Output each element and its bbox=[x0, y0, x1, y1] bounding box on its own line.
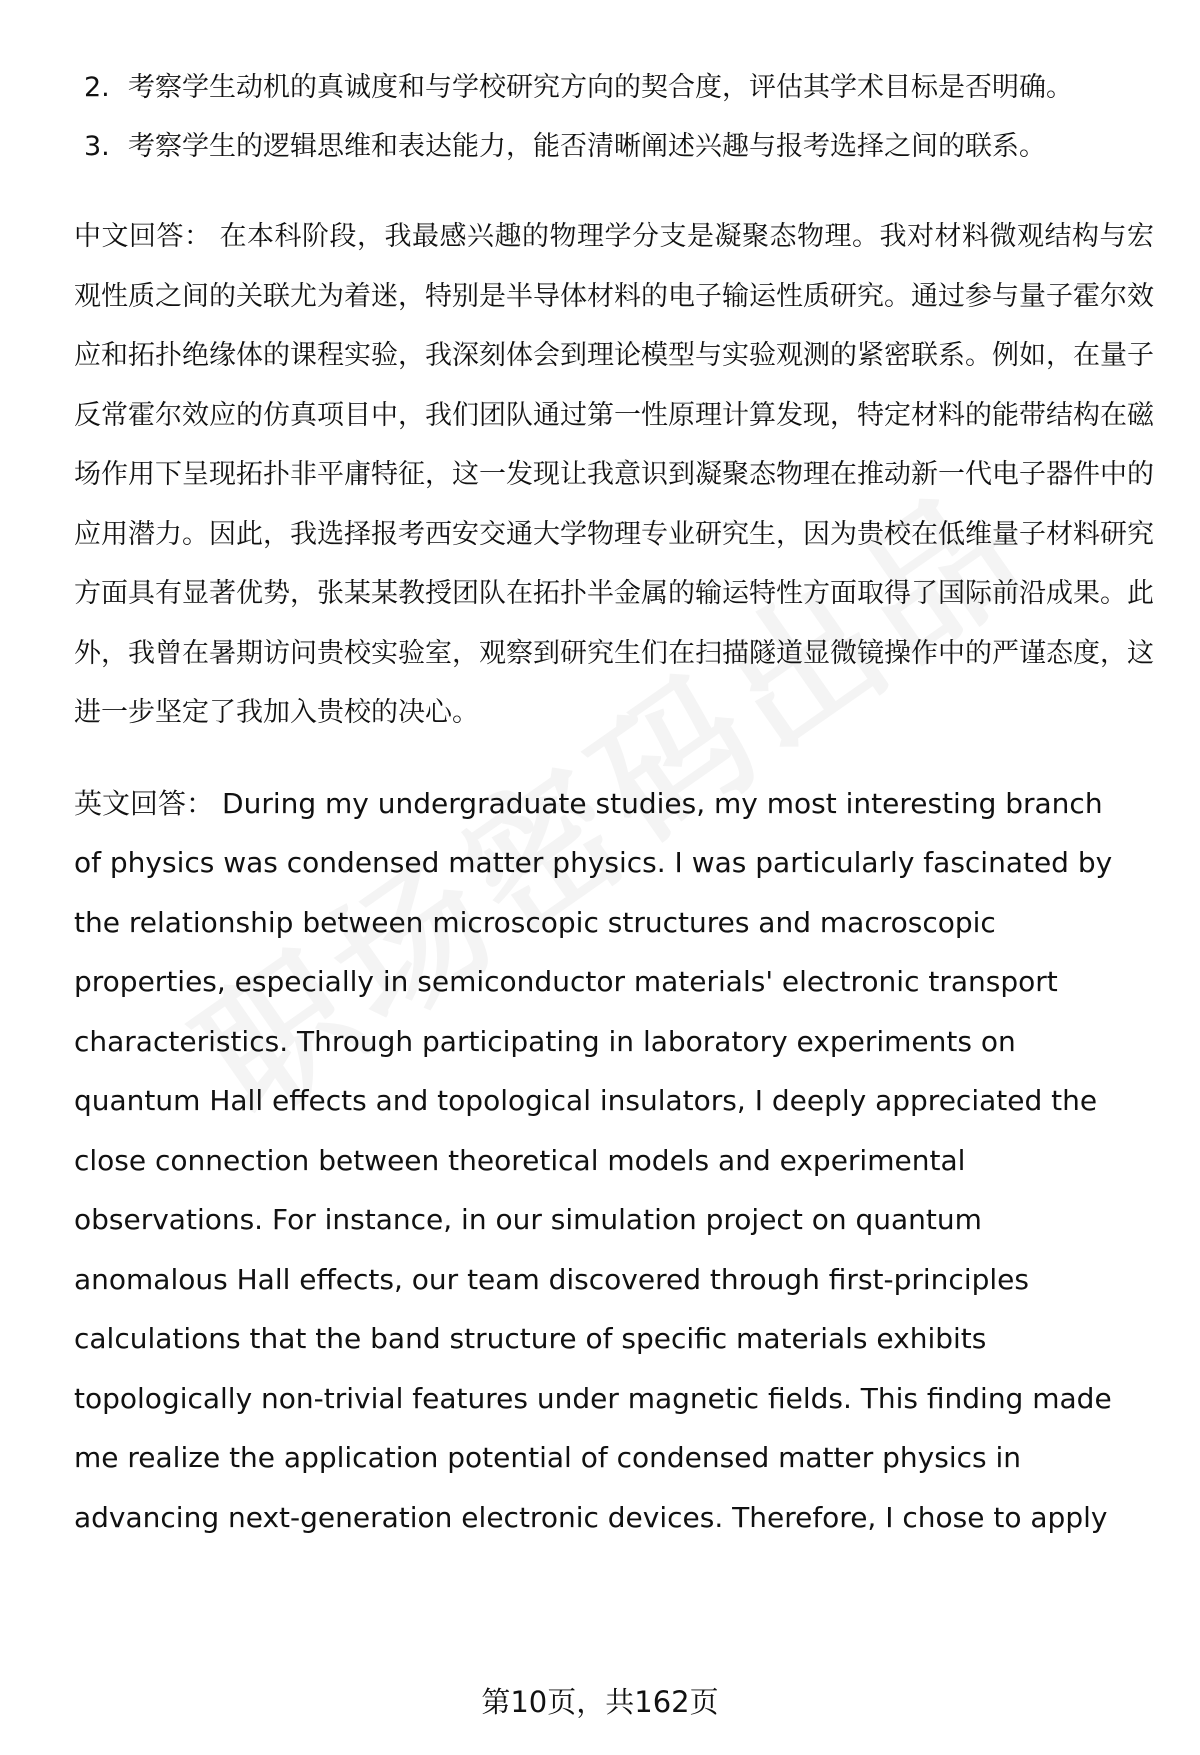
english-answer-text: During my undergraduate studies, my most interesting branch of physics was condensed matter physics. I was particularly fascinated by the relationship between microscopic structures and macroscopic properties, especially in semiconductor materials' electronic transport characteristics. Through participating in laboratory experiments on quantum Hall effects and topological insulators, I deeply appreciated the close connection between theoretical models and experimental observations. For instance, in our simulation project on quantum anomalous Hall effects, our team discovered through first-principles calculations that the band structure of specific materials exhibits topologically non-trivial features under magnetic fields. This finding made me realize the application potential of condensed matter physics in advancing next-generation electronic devices. Therefore, I chose to apply bbox=[74, 786, 1113, 1534]
english-answer-paragraph bbox=[74, 774, 1154, 1548]
list-item bbox=[74, 117, 1154, 176]
list-item-text: 考察学生的逻辑思维和表达能力，能否清晰阐述兴趣与报考选择之间的联系。 bbox=[128, 131, 1046, 162]
criteria-list bbox=[74, 58, 1154, 176]
list-item bbox=[74, 58, 1154, 117]
page-content bbox=[74, 58, 1154, 1547]
list-item-text: 考察学生动机的真诚度和与学校研究方向的契合度，评估其学术目标是否明确。 bbox=[128, 72, 1073, 103]
chinese-answer-paragraph bbox=[74, 207, 1154, 743]
page-number-footer: 第10页，共162页 bbox=[481, 1685, 719, 1719]
chinese-answer-label: 中文回答： bbox=[74, 221, 212, 252]
list-item-number: 2. bbox=[84, 72, 110, 103]
english-answer-label: 英文回答： bbox=[74, 786, 215, 820]
chinese-answer-text: 在本科阶段，我最感兴趣的物理学分支是凝聚态物理。我对材料微观结构与宏观性质之间的关联尤为着迷，特别是半导体材料的电子输运性质研究。通过参与量子霍尔效应和拓扑绝缘体的课程实验，我深刻体会到理论模型与实验观测的紧密联系。例如，在量子反常霍尔效应的仿真项目中，我们团队通过第一性原理计算发现，特定材料的能带结构在磁场作用下呈现拓扑非平庸特征，这一发现让我意识到凝聚态物理在推动新一代电子器件中的应用潜力。因此，我选择报考西安交通大学物理专业研究生，因为贵校在低维量子材料研究方面具有显著优势，张某某教授团队在拓扑半金属的输运特性方面取得了国际前沿成果。此外，我曾在暑期访问贵校实验室，观察到研究生们在扫描隧道显微镜操作中的严谨态度，这进一步坚定了我加入贵校的决心。 bbox=[74, 221, 1154, 728]
list-item-number: 3. bbox=[84, 131, 110, 162]
